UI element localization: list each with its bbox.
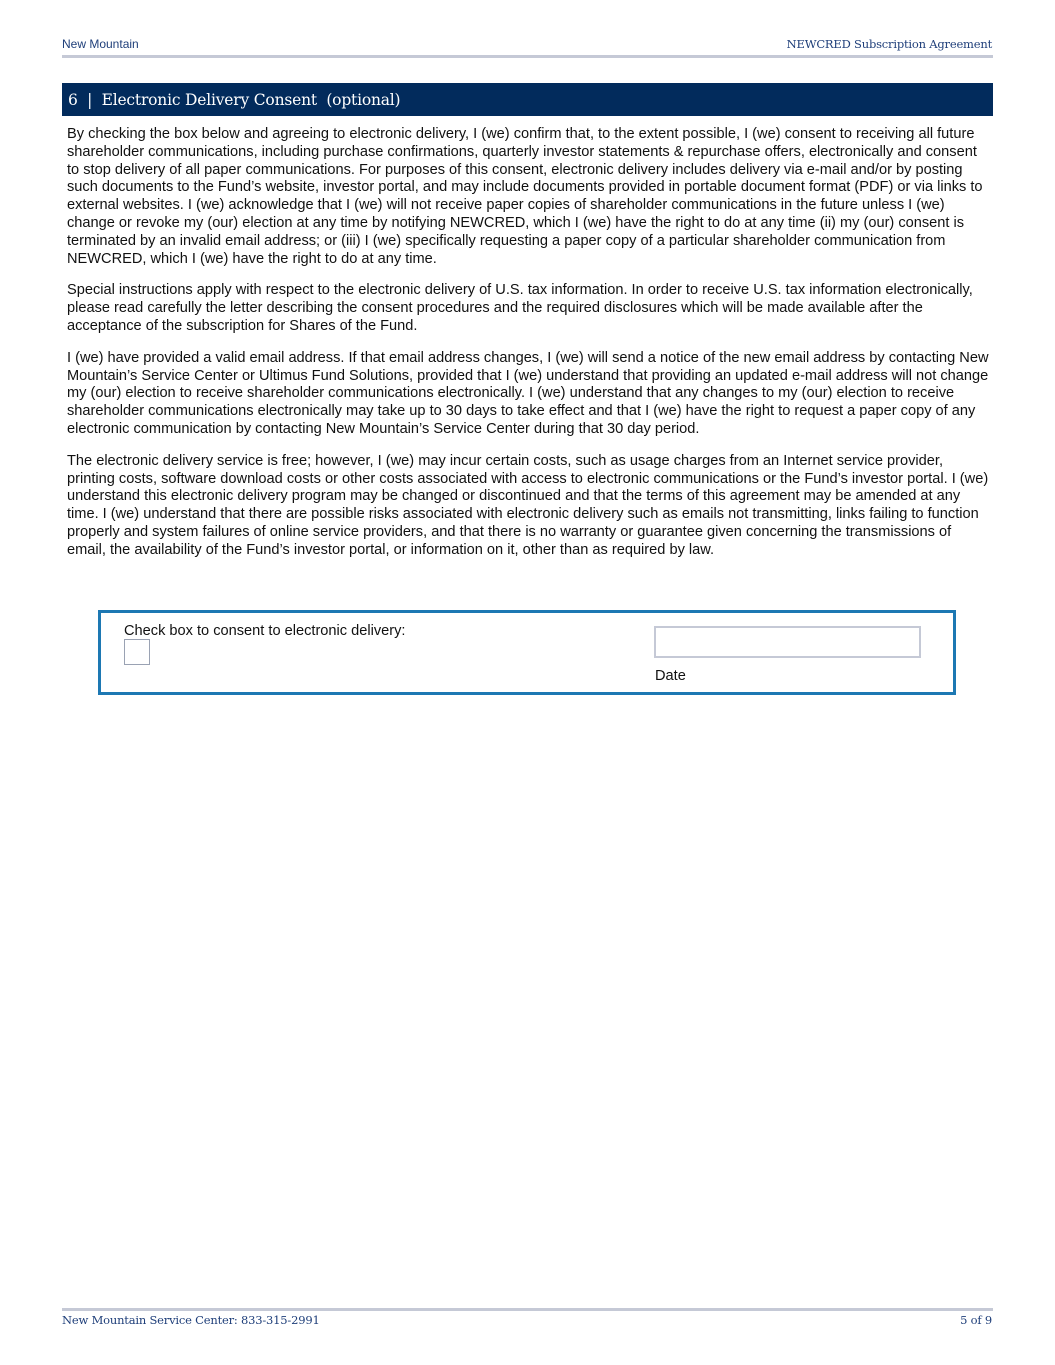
paragraph-email-address: I (we) have provided a valid email address. If that email address changes, I (we) will send a notice of the new email address by contacting New Mountain’s Service Center or Ultimus Fund Solutions, provided that I (we) understand that providing an updated e-mail address will not change my (our) election to receive shareholder communications electronically. I (we) understand that any changes to my (our) election to receive shareholder communications electronically may take up to 30 days to take effect and that I (we) have the right to request a paper copy of any electronic communication by contacting New Mountain’s Service Center during that 30 day period. — [67, 349, 989, 437]
consent-checkbox[interactable] — [124, 639, 150, 665]
paragraph-costs-and-risks: The electronic delivery service is free; however, I (we) may incur certain costs, such as usage charges from an Internet service provider, printing costs, software download costs or other costs associated with access to electronic communications or the Fund’s investor portal. I (we) understand this electronic delivery program may be changed or discontinued and that the terms of this agreement may be amended at any time. I (we) understand that there are possible risks associated with electronic delivery such as emails not transmitting, links failing to function properly and system failures of online service providers, and that there is no warranty or guarantee given concerning the transmissions of email, the availability of the Fund’s investor portal, or information on it, other than as required by law. — [67, 452, 989, 558]
date-label: Date — [655, 668, 686, 684]
consent-form-box — [98, 610, 956, 695]
consent-checkbox-label: Check box to consent to electronic delivery: — [124, 623, 406, 639]
date-field[interactable] — [654, 626, 921, 658]
consent-terms — [67, 126, 991, 574]
section-heading — [62, 83, 993, 116]
header-divider — [62, 55, 993, 58]
footer-service-center: New Mountain Service Center: 833-315-2991 — [62, 1313, 320, 1327]
paragraph-consent-terms: By checking the box below and agreeing to electronic delivery, I (we) confirm that, to the extent possible, I (we) consent to receiving all future shareholder communications, including purchase confirmations, quarterly investor statements & repurchase offers, electronically and consent to stop delivery of all paper communications. For purposes of this consent, electronic delivery includes delivery via e-mail and/or by posting such documents to the Fund’s website, investor portal, and may include documents provided in portable document format (PDF) or via links to external websites. I (we) acknowledge that I (we) will not receive paper copies of shareholder communications in the future unless I (we) change or revoke my (our) election at any time by notifying NEWCRED, which I (we) have the right to do at any time (ii) my (our) consent is terminated by an invalid email address; or (iii) I (we) specifically requesting a paper copy of a particular shareholder communication from NEWCRED, which I (we) have the right to do at any time. — [67, 126, 983, 267]
header-brand: New Mountain — [62, 37, 139, 51]
section-title: 6 | Electronic Delivery Consent (optional) — [68, 90, 401, 109]
paragraph-tax-information: Special instructions apply with respect to the electronic delivery of U.S. tax information. In order to receive U.S. tax information electronically, please read carefully the letter describing the consent procedures and the required disclosures which will be made available after the acceptance of the subscription for Shares of the Fund. — [67, 282, 973, 334]
footer-divider — [62, 1308, 993, 1311]
header-document-title: NEWCRED Subscription Agreement — [786, 37, 992, 51]
page-number: 5 of 9 — [960, 1313, 992, 1327]
